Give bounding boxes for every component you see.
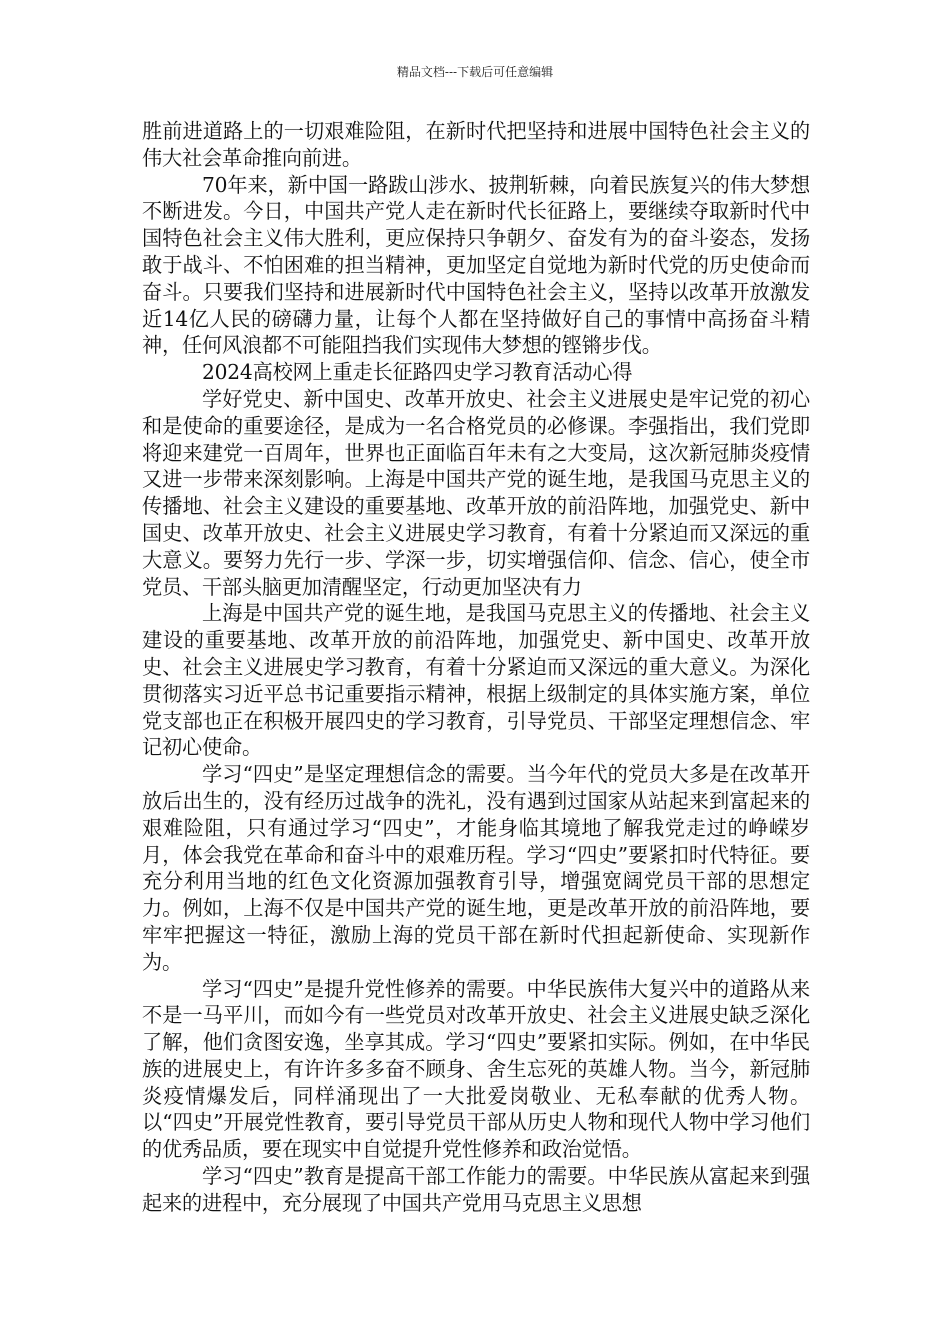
paragraph-2: 70年来，新中国一路跋山涉水、披荆斩棘，向着民族复兴的伟大梦想不断进发。今日，中国共产党人走在新时代长征路上，要继续夺取新时代中国特色社会主义伟大胜利，更应保持只争朝夕、奋发有为的奋斗姿态，发扬敢于战斗、不怕困难的担当精神，更加坚定自觉地为新时代党的历史使命而奋斗。只要我们坚持和进展新时代中国特色社会主义，坚持以改革开放激发近14亿人民的磅礴力量，让每个人都在坚持做好自己的事情中高扬奋斗精神，任何风浪都不可能阻挡我们实现伟大梦想的铿锵步伐。 (142, 172, 810, 358)
paragraph-3: 学好党史、新中国史、改革开放史、社会主义进展史是牢记党的初心和是使命的重要途径，是成为一名合格党员的必修课。李强指出，我们党即将迎来建党一百周年，世界也正面临百年未有之大变局，这次新冠肺炎疫情又进一步带来深刻影响。上海是中国共产党的诞生地，是我国马克思主义的传播地、社会主义建设的重要基地、改革开放的前沿阵地，加强党史、新中国史、改革开放史、社会主义进展史学习教育，有着十分紧迫而又深远的重大意义。要努力先行一步、学深一步，切实增强信仰、信念、信心，使全市党员、干部头脑更加清醒坚定，行动更加坚决有力 (142, 386, 810, 599)
paragraph-5: 学习“四史”是坚定理想信念的需要。当今年代的党员大多是在改革开放后出生的，没有经历过战争的洗礼，没有遇到过国家从站起来到富起来的艰难险阻，只有通过学习“四史”，才能身临其境地了解我党走过的峥嵘岁月，体会我党在革命和奋斗中的艰难历程。学习“四史”要紧扣时代特征。要充分利用当地的红色文化资源加强教育引导，增强宽阔党员干部的思想定力。例如，上海不仅是中国共产党的诞生地，更是改革开放的前沿阵地，要牢牢把握这一特征，激励上海的党员干部在新时代担起新使命、实现新作为。 (142, 762, 810, 974)
paragraph-7: 学习“四史”教育是提高干部工作能力的需要。中华民族从富起来到强起来的进程中，充分展现了中国共产党用马克思主义思想 (142, 1164, 810, 1215)
paragraph-1: 胜前进道路上的一切艰难险阻，在新时代把坚持和进展中国特色社会主义的伟大社会革命推向前进。 (142, 119, 810, 170)
document-body (142, 118, 810, 1217)
paragraph-4: 上海是中国共产党的诞生地，是我国马克思主义的传播地、社会主义建设的重要基地、改革开放的前沿阵地，加强党史、新中国史、改革开放史、社会主义进展史学习教育，有着十分紧迫而又深远的重大意义。为深化贯彻落实习近平总书记重要指示精神，根据上级制定的具体实施方案，单位党支部也正在积极开展四史的学习教育，引导党员、干部坚定理想信念、牢记初心使命。 (142, 601, 810, 760)
paragraph-6: 学习“四史”是提升党性修养的需要。中华民族伟大复兴中的道路从来不是一马平川，而如今有一些党员对改革开放史、社会主义进展史缺乏深化了解，他们贪图安逸，坐享其成。学习“四史”要紧扣实际。例如，在中华民族的进展史上，有许许多多奋不顾身、舍生忘死的英雄人物。当今，新冠肺炎疫情爆发后，同样涌现出了一大批爱岗敬业、无私奉献的优秀人物。以“四史”开展党性教育，要引导党员干部从历史人物和现代人物中学习他们的优秀品质，要在现实中自觉提升党性修养和政治觉悟。 (142, 976, 810, 1162)
page-header: 精品文档---下载后可任意编辑 (396, 65, 554, 79)
section-title: 2024高校网上重走长征路四史学习教育活动心得 (202, 360, 633, 385)
